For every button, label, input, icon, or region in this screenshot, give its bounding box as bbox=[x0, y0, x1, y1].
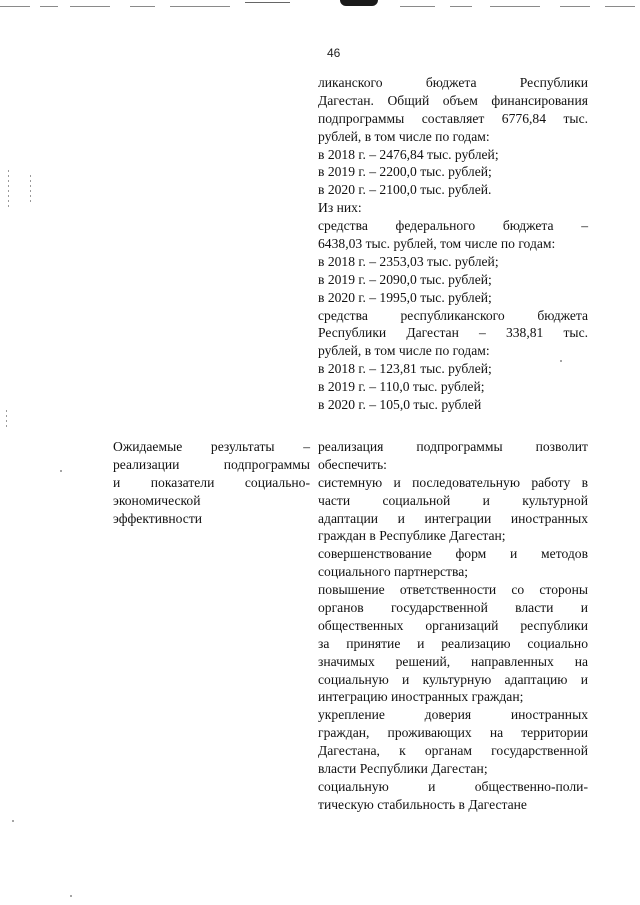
page-number: 46 bbox=[327, 46, 341, 60]
scan-dash bbox=[170, 6, 230, 7]
text-line: реализации подпрограммы bbox=[113, 456, 310, 472]
text-line: в 2020 г. – 2100,0 тыс. рублей. bbox=[318, 182, 492, 198]
text-line: тическую стабильность в Дагестане bbox=[318, 796, 527, 812]
expected-results-text-block bbox=[318, 438, 588, 814]
text-line: граждан, проживающих на территории bbox=[318, 725, 588, 741]
scan-dash bbox=[0, 6, 30, 7]
financing-text-block bbox=[318, 74, 588, 414]
text-line: общественных организаций республики bbox=[318, 617, 588, 633]
text-line: органов государственной власти и bbox=[318, 600, 588, 616]
text-line: социальную и общественно-поли- bbox=[318, 778, 588, 794]
text-line: совершенствование форм и методов bbox=[318, 546, 588, 562]
scan-speck bbox=[70, 895, 72, 897]
text-line: Республики Дагестан – 338,81 тыс. bbox=[318, 325, 588, 341]
text-line: части социальной и культурной bbox=[318, 492, 588, 508]
text-line: экономической bbox=[113, 492, 201, 508]
text-line: средства республиканского бюджета bbox=[318, 307, 588, 323]
text-line: и показатели социально- bbox=[113, 474, 310, 490]
text-line: социального партнерства; bbox=[318, 564, 469, 580]
text-line: 6438,03 тыс. рублей, том числе по годам: bbox=[318, 236, 556, 252]
text-line: в 2020 г. – 105,0 тыс. рублей bbox=[318, 397, 482, 413]
text-line: обеспечить: bbox=[318, 456, 387, 472]
text-line: адаптации и интеграции иностранных bbox=[318, 510, 588, 526]
text-line: укрепление доверия иностранных bbox=[318, 707, 588, 723]
scan-ink-blot bbox=[340, 0, 378, 6]
text-line: повышение ответственности со стороны bbox=[318, 582, 588, 598]
scan-dash bbox=[130, 6, 155, 7]
scan-scribble bbox=[245, 2, 290, 11]
scan-dash bbox=[560, 6, 590, 7]
text-line: в 2018 г. – 2476,84 тыс. рублей; bbox=[318, 146, 499, 162]
row-label-expected-results bbox=[113, 438, 310, 527]
text-line: рублей, в том числе по годам: bbox=[318, 343, 490, 359]
scan-dash bbox=[490, 6, 540, 7]
scan-dash bbox=[70, 6, 110, 7]
text-line: граждан в Республике Дагестан; bbox=[318, 528, 506, 544]
text-line: ликанского бюджета Республики bbox=[318, 75, 588, 90]
margin-mark bbox=[6, 410, 7, 430]
margin-mark bbox=[30, 175, 31, 205]
scan-dash bbox=[400, 6, 435, 7]
text-line: власти Республики Дагестан; bbox=[318, 761, 488, 777]
text-line: интеграцию иностранных граждан; bbox=[318, 689, 524, 705]
text-line: значимых решений, направленных на bbox=[318, 653, 588, 669]
scan-speck bbox=[12, 820, 14, 822]
text-line: Дагестана, к органам государственной bbox=[318, 743, 588, 759]
text-line: в 2019 г. – 110,0 тыс. рублей; bbox=[318, 379, 485, 395]
text-line: в 2018 г. – 123,81 тыс. рублей; bbox=[318, 361, 492, 377]
text-line: реализация подпрограммы позволит bbox=[318, 439, 588, 454]
text-line: социальную и культурную адаптацию и bbox=[318, 671, 588, 687]
text-line: в 2019 г. – 2200,0 тыс. рублей; bbox=[318, 164, 492, 180]
text-line: Ожидаемые результаты – bbox=[113, 439, 310, 454]
scan-dash bbox=[450, 6, 472, 7]
text-line: эффективности bbox=[113, 510, 203, 526]
text-line: подпрограммы составляет 6776,84 тыс. bbox=[318, 110, 588, 126]
text-line: системную и последовательную работу в bbox=[318, 474, 588, 490]
text-line: в 2018 г. – 2353,03 тыс. рублей; bbox=[318, 253, 499, 269]
text-line: рублей, в том числе по годам: bbox=[318, 128, 490, 144]
text-line: за принятие и реализацию социально bbox=[318, 635, 588, 651]
text-line: в 2020 г. – 1995,0 тыс. рублей; bbox=[318, 289, 492, 305]
text-line: Дагестан. Общий объем финансирования bbox=[318, 92, 588, 108]
margin-mark bbox=[8, 170, 9, 210]
scan-speck bbox=[60, 470, 62, 472]
text-line: в 2019 г. – 2090,0 тыс. рублей; bbox=[318, 271, 492, 287]
text-line: Из них: bbox=[318, 200, 362, 216]
text-line: средства федерального бюджета – bbox=[318, 218, 588, 234]
scan-artifacts bbox=[0, 0, 640, 14]
scan-dash bbox=[605, 6, 635, 7]
scan-dash bbox=[40, 6, 58, 7]
